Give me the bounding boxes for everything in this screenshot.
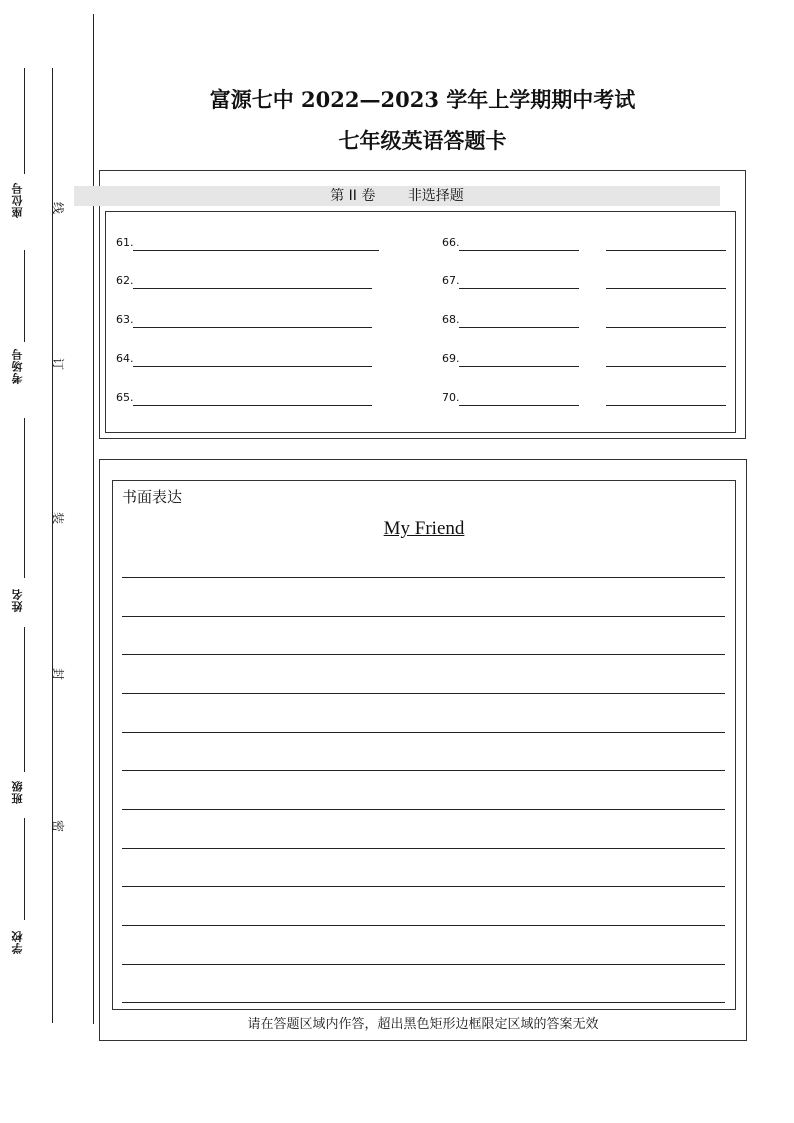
name-label: 姓名	[11, 588, 24, 612]
seal-char-xian: 线	[52, 200, 65, 215]
question-number: 64.	[116, 352, 134, 365]
writing-section-label: 书面表达	[122, 488, 183, 506]
answer-blank[interactable]	[133, 288, 372, 289]
writing-line[interactable]	[122, 925, 725, 926]
answer-blank[interactable]	[459, 405, 579, 406]
question-number: 61.	[116, 236, 134, 249]
school-label: 学校	[11, 930, 24, 954]
answer-blank-extra[interactable]	[606, 250, 726, 251]
answer-blank[interactable]	[133, 250, 379, 251]
answer-row-62[interactable]	[116, 271, 372, 289]
answer-row-65[interactable]	[116, 388, 372, 406]
answer-area-notice: 请在答题区域内作答，超出黑色矩形边框限定区域的答案无效	[247, 1017, 599, 1032]
answer-blank-extra[interactable]	[606, 405, 726, 406]
writing-line[interactable]	[122, 577, 725, 578]
answer-blank[interactable]	[133, 366, 372, 367]
answer-row-69[interactable]	[442, 349, 726, 367]
answer-blank[interactable]	[459, 250, 579, 251]
writing-area	[112, 480, 736, 1010]
seal-char-feng: 封	[52, 666, 65, 681]
question-number: 66.	[442, 236, 460, 249]
answer-row-67[interactable]	[442, 271, 726, 289]
answer-row-64[interactable]	[116, 349, 372, 367]
class-label: 班级	[11, 780, 24, 804]
writing-line[interactable]	[122, 616, 725, 617]
writing-line[interactable]	[122, 770, 725, 771]
answer-blank-extra[interactable]	[606, 366, 726, 367]
writing-line[interactable]	[122, 1002, 725, 1003]
question-number: 65.	[116, 391, 134, 404]
answer-blank[interactable]	[133, 327, 372, 328]
seat-number-label: 座位号	[11, 182, 24, 218]
section-name-label: 非选择题	[407, 188, 464, 204]
exam-room-label: 考场号	[11, 348, 24, 384]
writing-line[interactable]	[122, 732, 725, 733]
answer-blank[interactable]	[459, 327, 579, 328]
writing-line[interactable]	[122, 848, 725, 849]
question-number: 70.	[442, 391, 460, 404]
field-rule	[24, 68, 25, 174]
answer-row-63[interactable]	[116, 310, 372, 328]
writing-line[interactable]	[122, 886, 725, 887]
answer-blank[interactable]	[459, 288, 579, 289]
section-part-label: 第 II 卷	[330, 188, 376, 204]
exam-title: 富源七中 2022—2023 学年上学期期中考试	[209, 87, 636, 112]
answer-blank[interactable]	[133, 405, 372, 406]
answer-row-61[interactable]	[116, 233, 379, 251]
writing-line[interactable]	[122, 654, 725, 655]
question-number: 67.	[442, 274, 460, 287]
essay-title: My Friend	[383, 518, 465, 539]
answer-card-title: 七年级英语答题卡	[338, 128, 507, 153]
field-rule	[24, 627, 25, 772]
seal-char-ding: 订	[52, 356, 65, 371]
question-number: 68.	[442, 313, 460, 326]
binding-line-outer	[93, 14, 94, 1024]
answer-blank-extra[interactable]	[606, 327, 726, 328]
answer-row-70[interactable]	[442, 388, 726, 406]
answer-blank[interactable]	[459, 366, 579, 367]
field-rule	[24, 250, 25, 342]
question-number: 62.	[116, 274, 134, 287]
field-rule	[24, 418, 25, 578]
writing-line[interactable]	[122, 693, 725, 694]
writing-line[interactable]	[122, 809, 725, 810]
section-ii-header	[74, 186, 720, 206]
question-number: 63.	[116, 313, 134, 326]
answer-blank-extra[interactable]	[606, 288, 726, 289]
field-rule	[24, 818, 25, 920]
answer-row-66[interactable]	[442, 233, 726, 251]
seal-char-mi: 密	[52, 818, 65, 833]
writing-line[interactable]	[122, 964, 725, 965]
seal-char-zhuang: 装	[52, 510, 65, 525]
answer-row-68[interactable]	[442, 310, 726, 328]
question-number: 69.	[442, 352, 460, 365]
